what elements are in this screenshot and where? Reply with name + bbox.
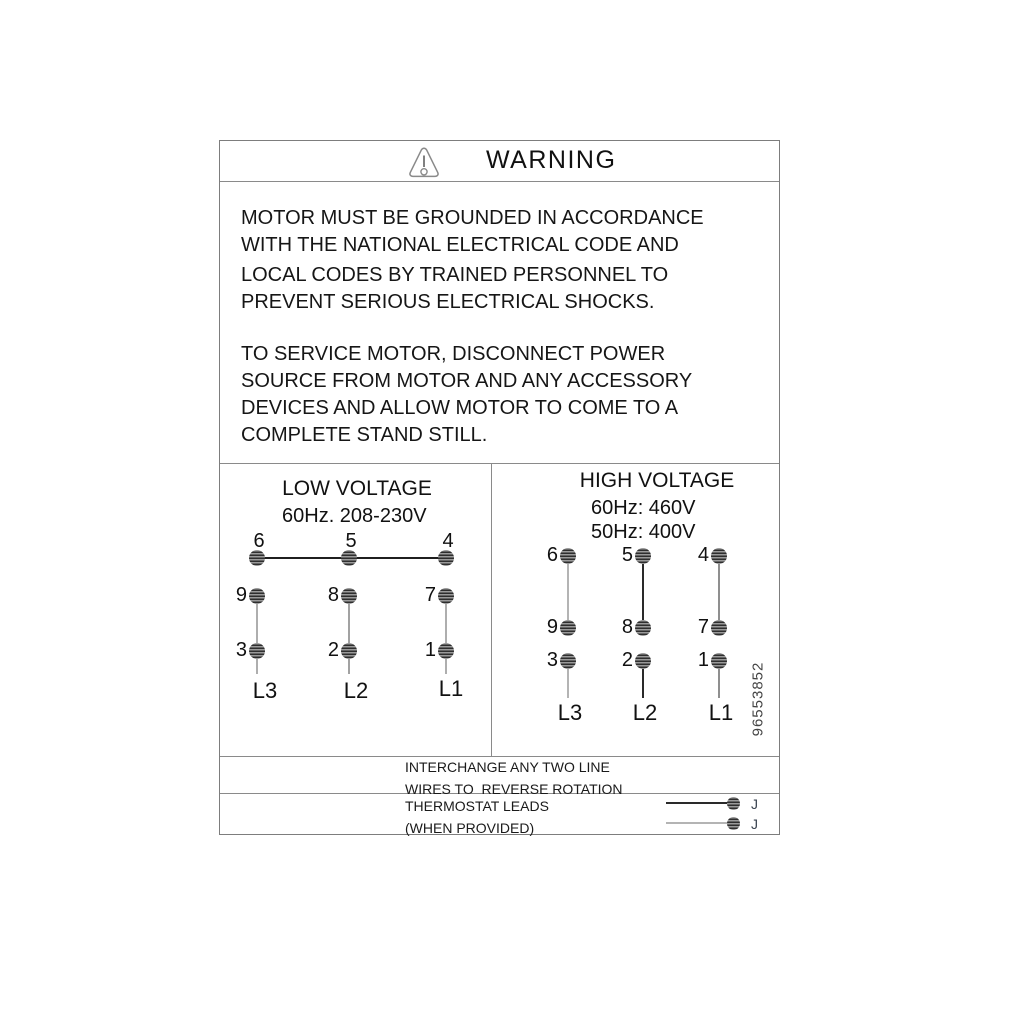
terminal-label: 9 (235, 584, 247, 606)
low-voltage-wire-l3 (256, 596, 258, 674)
line-label-l1-low: L1 (438, 676, 464, 701)
terminal-label: 8 (327, 584, 339, 606)
warning-text-line: PREVENT SERIOUS ELECTRICAL SHOCKS. (241, 291, 655, 313)
line-label-l3-low: L3 (252, 678, 278, 703)
terminal-dot-2-low (341, 643, 357, 659)
low-voltage-subtitle: 60Hz. 208-230V (282, 505, 427, 527)
terminal-label: 1 (424, 639, 436, 661)
warning-text-line: DEVICES AND ALLOW MOTOR TO COME TO A (241, 397, 679, 419)
low-voltage-wire-l1 (445, 596, 447, 674)
thermostat-lead-wire-1 (666, 802, 728, 804)
thermostat-lead-label-1: J (751, 796, 758, 812)
warning-text-line: SOURCE FROM MOTOR AND ANY ACCESSORY (241, 370, 693, 392)
diagram-top-divider (220, 463, 779, 464)
line-label-l1-high: L1 (708, 700, 734, 725)
terminal-label: 7 (697, 616, 709, 638)
terminal-label: 6 (253, 530, 265, 552)
rotation-note-line2: WIRES TO REVERSE ROTATION (405, 781, 623, 797)
thermostat-lead-label-2: J (751, 816, 758, 832)
terminal-label: 4 (697, 544, 709, 566)
terminal-label: 6 (546, 544, 558, 566)
terminal-dot-7-high (711, 620, 727, 636)
terminal-dot-7-low (438, 588, 454, 604)
thermostat-lead-dot-1 (727, 797, 740, 810)
warning-text-line: COMPLETE STAND STILL. (241, 424, 488, 446)
low-voltage-title: LOW VOLTAGE (282, 477, 432, 500)
warning-text-line: TO SERVICE MOTOR, DISCONNECT POWER (241, 343, 666, 365)
high-voltage-series-wire-4-7 (718, 556, 720, 628)
thermostat-lead-dot-2 (727, 817, 740, 830)
terminal-label: 3 (546, 649, 558, 671)
warning-triangle-icon (406, 145, 442, 179)
terminal-dot-3-high (560, 653, 576, 669)
terminal-label: 7 (424, 584, 436, 606)
terminal-label: 2 (327, 639, 339, 661)
high-voltage-series-wire-6-9 (567, 556, 569, 628)
high-voltage-title: HIGH VOLTAGE (579, 469, 735, 492)
terminal-label: 8 (621, 616, 633, 638)
terminal-label: 5 (345, 530, 357, 552)
terminal-label: 5 (621, 544, 633, 566)
high-voltage-series-wire-5-8 (642, 556, 644, 628)
terminal-dot-1-high (711, 653, 727, 669)
high-voltage-freq1: 60Hz: 460V (591, 497, 696, 519)
terminal-dot-8-low (341, 588, 357, 604)
warning-text-line: MOTOR MUST BE GROUNDED IN ACCORDANCE (241, 207, 704, 229)
thermostat-note-line1: THERMOSTAT LEADS (405, 798, 549, 814)
terminal-dot-4-high (711, 548, 727, 564)
terminal-dot-8-high (635, 620, 651, 636)
rotation-note-line1: INTERCHANGE ANY TWO LINE (405, 759, 610, 775)
terminal-dot-9-high (560, 620, 576, 636)
terminal-label: 1 (697, 649, 709, 671)
line-label-l2-low: L2 (343, 678, 369, 703)
motor-warning-label (219, 140, 780, 835)
terminal-dot-1-low (438, 643, 454, 659)
warning-text-line: LOCAL CODES BY TRAINED PERSONNEL TO (241, 264, 669, 286)
thermostat-lead-wire-2 (666, 822, 728, 824)
high-voltage-freq2: 50Hz: 400V (591, 521, 696, 543)
part-number: 96553852 (749, 661, 767, 737)
header-divider (220, 181, 779, 182)
footer-divider-1 (220, 756, 779, 757)
terminal-dot-2-high (635, 653, 651, 669)
terminal-dot-5-high (635, 548, 651, 564)
voltage-section-divider (491, 463, 492, 756)
terminal-dot-6-high (560, 548, 576, 564)
terminal-dot-9-low (249, 588, 265, 604)
terminal-label: 4 (442, 530, 454, 552)
terminal-dot-3-low (249, 643, 265, 659)
terminal-label: 9 (546, 616, 558, 638)
low-voltage-wire-l2 (348, 596, 350, 674)
terminal-label: 2 (621, 649, 633, 671)
warning-title: WARNING (486, 146, 617, 174)
thermostat-note-line2: (WHEN PROVIDED) (405, 820, 535, 836)
warning-text-line: WITH THE NATIONAL ELECTRICAL CODE AND (241, 234, 679, 256)
line-label-l3-high: L3 (557, 700, 583, 725)
line-label-l2-high: L2 (632, 700, 658, 725)
terminal-label: 3 (235, 639, 247, 661)
